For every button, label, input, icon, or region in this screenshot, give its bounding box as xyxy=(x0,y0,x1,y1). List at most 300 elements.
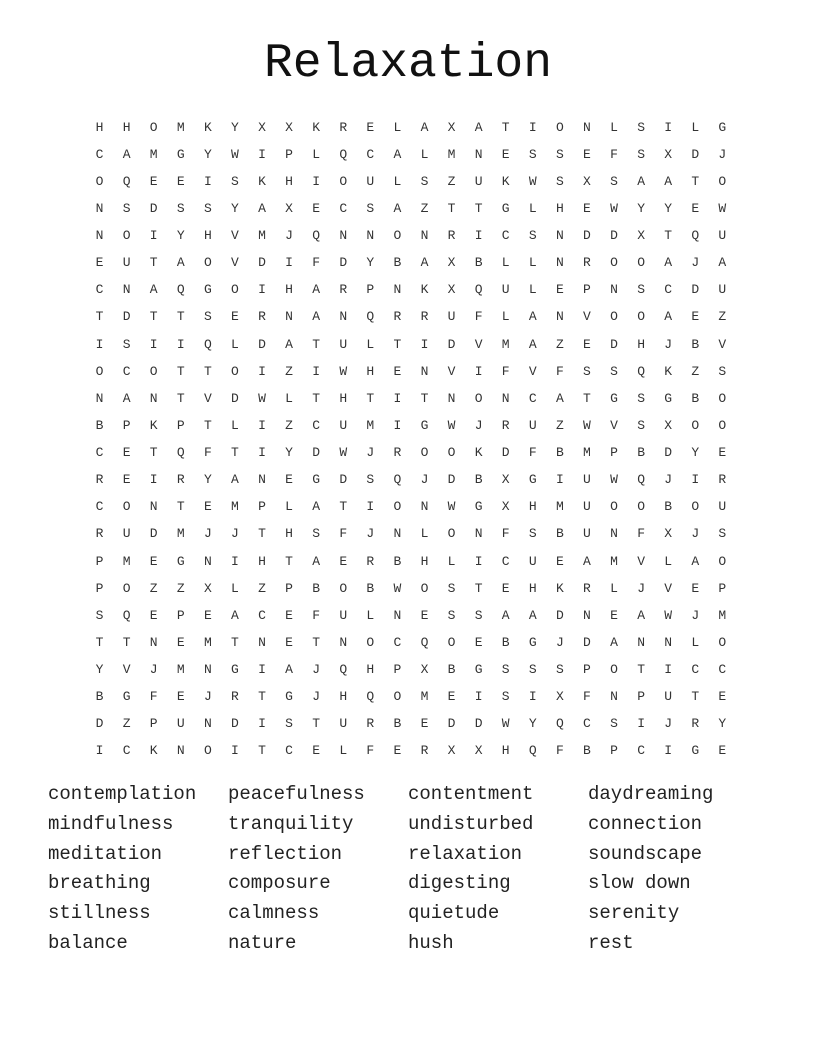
grid-letter: B xyxy=(664,499,673,515)
grid-letter: F xyxy=(501,526,510,542)
grid-letter: I xyxy=(312,363,321,379)
grid-letter: N xyxy=(366,228,375,244)
grid-letter: E xyxy=(420,716,429,732)
grid-letter: A xyxy=(610,634,618,650)
grid-letter: E xyxy=(474,634,483,650)
grid-letter: T xyxy=(176,363,185,379)
grid-letter: V xyxy=(231,228,239,244)
grid-letter: V xyxy=(122,662,131,678)
grid-letter: I xyxy=(420,336,429,352)
grid-letter: J xyxy=(285,228,293,244)
grid-letter: T xyxy=(447,200,456,216)
grid-letter: D xyxy=(231,390,239,406)
grid-letter: D xyxy=(691,282,700,298)
grid-letter: Q xyxy=(366,689,375,705)
grid-letter: D xyxy=(312,445,321,461)
grid-letter: U xyxy=(339,716,348,732)
grid-letter: A xyxy=(664,309,673,325)
grid-letter: F xyxy=(528,445,537,461)
grid-letter: V xyxy=(231,255,239,271)
grid-letter: O xyxy=(122,499,131,515)
grid-letter: N xyxy=(583,119,591,135)
grid-letter: V xyxy=(664,580,673,596)
grid-letter: V xyxy=(447,363,456,379)
grid-letter: E xyxy=(95,255,104,271)
word-list-item: quietude xyxy=(408,902,500,925)
word-list-item: undisturbed xyxy=(408,812,534,835)
grid-letter: I xyxy=(555,472,564,488)
grid-letter: H xyxy=(366,662,375,678)
grid-letter: Q xyxy=(312,228,321,244)
grid-letter: G xyxy=(122,689,131,705)
grid-letter: O xyxy=(420,445,429,461)
word-list xyxy=(48,781,788,960)
grid-row xyxy=(86,412,736,439)
grid-letter: Y xyxy=(718,716,727,732)
grid-letter: U xyxy=(366,173,375,189)
grid-letter: N xyxy=(420,499,429,515)
grid-letter: H xyxy=(285,526,293,542)
grid-letter: L xyxy=(691,634,700,650)
grid-letter: U xyxy=(718,282,727,298)
grid-letter: T xyxy=(258,743,266,759)
grid-letter: S xyxy=(474,607,483,623)
grid-letter: H xyxy=(637,336,645,352)
grid-letter: E xyxy=(122,445,131,461)
grid-letter: C xyxy=(718,662,727,678)
grid-letter: F xyxy=(610,146,618,162)
grid-letter: L xyxy=(231,580,239,596)
grid-letter: Q xyxy=(420,634,429,650)
grid-letter: Z xyxy=(285,417,293,433)
grid-letter: F xyxy=(366,743,375,759)
grid-letter: P xyxy=(149,716,158,732)
grid-letter: C xyxy=(258,607,266,623)
grid-letter: Y xyxy=(691,445,700,461)
grid-letter: C xyxy=(95,146,104,162)
grid-letter: W xyxy=(610,200,618,216)
grid-letter: J xyxy=(555,634,564,650)
grid-letter: T xyxy=(258,689,266,705)
grid-letter: T xyxy=(664,228,673,244)
grid-letter: G xyxy=(176,146,185,162)
grid-letter: Y xyxy=(637,200,645,216)
grid-letter: J xyxy=(231,526,239,542)
grid-letter: G xyxy=(610,390,618,406)
grid-row xyxy=(86,521,736,548)
grid-letter: T xyxy=(231,445,239,461)
word-list-item: mindfulness xyxy=(48,812,174,835)
grid-letter: S xyxy=(122,336,131,352)
grid-letter: I xyxy=(203,173,212,189)
grid-letter: C xyxy=(393,634,402,650)
grid-letter: L xyxy=(366,607,375,623)
grid-letter: T xyxy=(691,173,700,189)
grid-letter: J xyxy=(691,607,700,623)
grid-letter: H xyxy=(285,173,293,189)
grid-letter: B xyxy=(312,580,321,596)
grid-letter: B xyxy=(474,472,483,488)
grid-letter: E xyxy=(691,200,700,216)
grid-letter: B xyxy=(555,526,564,542)
grid-letter: R xyxy=(366,553,375,569)
word-list-item: calmness xyxy=(228,902,320,925)
grid-letter: M xyxy=(203,634,212,650)
word-list-item: rest xyxy=(588,931,634,954)
grid-letter: I xyxy=(95,743,104,759)
grid-letter: E xyxy=(149,553,158,569)
grid-letter: N xyxy=(583,607,591,623)
grid-letter: A xyxy=(176,255,185,271)
grid-letter: A xyxy=(231,607,239,623)
grid-letter: T xyxy=(312,390,321,406)
grid-letter: F xyxy=(312,255,321,271)
grid-letter: I xyxy=(474,228,483,244)
grid-letter: Q xyxy=(555,716,564,732)
grid-letter: Q xyxy=(339,146,348,162)
grid-letter: M xyxy=(718,607,727,623)
grid-letter: S xyxy=(610,716,618,732)
grid-letter: P xyxy=(122,417,131,433)
grid-letter: N xyxy=(555,309,564,325)
grid-letter: P xyxy=(637,689,645,705)
grid-letter: P xyxy=(610,743,618,759)
grid-letter: E xyxy=(176,689,185,705)
grid-letter: R xyxy=(231,689,239,705)
grid-letter: U xyxy=(339,417,348,433)
grid-letter: A xyxy=(583,553,591,569)
grid-letter: L xyxy=(393,119,402,135)
grid-letter: H xyxy=(339,689,348,705)
grid-letter: S xyxy=(285,716,293,732)
grid-letter: N xyxy=(393,282,402,298)
grid-letter: R xyxy=(501,417,510,433)
grid-letter: A xyxy=(312,282,321,298)
grid-letter: U xyxy=(501,282,510,298)
grid-letter: P xyxy=(393,662,402,678)
grid-letter: X xyxy=(447,119,456,135)
grid-letter: E xyxy=(149,173,158,189)
grid-letter: B xyxy=(95,689,104,705)
word-list-item: hush xyxy=(408,931,454,954)
grid-letter: I xyxy=(393,390,402,406)
grid-letter: J xyxy=(691,255,700,271)
grid-letter: X xyxy=(420,662,429,678)
grid-letter: N xyxy=(501,390,510,406)
grid-letter: N xyxy=(339,634,348,650)
grid-letter: T xyxy=(285,553,293,569)
grid-letter: O xyxy=(420,580,429,596)
grid-letter: S xyxy=(231,173,239,189)
grid-letter: L xyxy=(691,119,700,135)
grid-letter: V xyxy=(583,309,591,325)
grid-letter: A xyxy=(122,146,131,162)
grid-letter: I xyxy=(149,472,158,488)
grid-letter: F xyxy=(339,526,348,542)
grid-letter: A xyxy=(312,499,321,515)
grid-letter: S xyxy=(555,173,564,189)
grid-letter: A xyxy=(420,255,429,271)
grid-letter: M xyxy=(366,417,375,433)
grid-letter: H xyxy=(420,553,429,569)
grid-letter: V xyxy=(637,553,645,569)
word-list-item: daydreaming xyxy=(588,783,714,805)
grid-letter: K xyxy=(203,119,212,135)
grid-letter: E xyxy=(691,580,700,596)
grid-letter: Q xyxy=(203,336,212,352)
grid-letter: L xyxy=(610,119,618,135)
grid-letter: Y xyxy=(203,472,212,488)
grid-letter: E xyxy=(501,580,510,596)
word-list-item: meditation xyxy=(48,842,163,865)
grid-letter: C xyxy=(637,743,645,759)
grid-letter: A xyxy=(393,200,402,216)
grid-letter: W xyxy=(583,417,591,433)
grid-letter: N xyxy=(95,390,104,406)
grid-letter: L xyxy=(366,336,375,352)
grid-letter: S xyxy=(637,417,645,433)
grid-letter: R xyxy=(583,580,591,596)
grid-letter: D xyxy=(610,336,618,352)
grid-letter: W xyxy=(339,445,348,461)
grid-letter: M xyxy=(231,499,239,515)
grid-letter: I xyxy=(312,173,321,189)
grid-letter: D xyxy=(231,716,239,732)
grid-letter: J xyxy=(149,662,158,678)
grid-letter: J xyxy=(312,662,321,678)
grid-letter: O xyxy=(447,526,456,542)
grid-letter: X xyxy=(474,743,483,759)
grid-letter: O xyxy=(610,662,618,678)
grid-letter: C xyxy=(528,390,537,406)
grid-letter: S xyxy=(528,526,537,542)
grid-row xyxy=(86,440,736,467)
grid-letter: A xyxy=(555,390,564,406)
word-list-item: contemplation xyxy=(48,783,197,805)
grid-letter: Q xyxy=(122,173,131,189)
grid-letter: E xyxy=(366,119,375,135)
grid-row xyxy=(86,657,736,684)
grid-letter: O xyxy=(149,363,158,379)
grid-letter: L xyxy=(420,146,429,162)
grid-letter: A xyxy=(528,607,537,623)
grid-letter: T xyxy=(203,363,212,379)
grid-letter: L xyxy=(447,553,456,569)
grid-letter: Q xyxy=(176,445,185,461)
grid-letter: S xyxy=(637,146,645,162)
grid-letter: O xyxy=(366,634,375,650)
grid-letter: O xyxy=(122,580,131,596)
grid-letter: I xyxy=(258,146,266,162)
word-list-item: stillness xyxy=(48,902,151,925)
grid-letter: G xyxy=(203,282,212,298)
grid-letter: C xyxy=(583,716,591,732)
grid-letter: A xyxy=(664,173,673,189)
grid-letter: X xyxy=(555,689,564,705)
grid-letter: T xyxy=(393,336,402,352)
grid-letter: A xyxy=(501,607,510,623)
grid-letter: O xyxy=(339,580,348,596)
grid-letter: L xyxy=(285,390,293,406)
grid-letter: T xyxy=(176,390,185,406)
grid-letter: X xyxy=(501,499,510,515)
grid-letter: X xyxy=(285,119,293,135)
grid-letter: N xyxy=(610,282,618,298)
grid-letter: C xyxy=(122,363,131,379)
grid-letter: N xyxy=(555,228,564,244)
word-list-item: soundscape xyxy=(588,842,703,865)
grid-letter: Q xyxy=(528,743,537,759)
grid-row xyxy=(86,575,736,602)
grid-letter: R xyxy=(366,716,375,732)
grid-letter: M xyxy=(258,228,266,244)
grid-row xyxy=(86,304,736,331)
grid-letter: M xyxy=(610,553,618,569)
grid-letter: J xyxy=(366,526,375,542)
grid-letter: N xyxy=(637,634,645,650)
grid-letter: V xyxy=(610,417,618,433)
grid-letter: H xyxy=(366,363,375,379)
grid-letter: O xyxy=(610,255,618,271)
grid-letter: G xyxy=(691,743,700,759)
grid-letter: F xyxy=(637,526,645,542)
grid-letter: N xyxy=(258,634,266,650)
grid-letter: F xyxy=(474,309,483,325)
grid-letter: A xyxy=(285,336,293,352)
grid-letter: Q xyxy=(691,228,700,244)
grid-letter: R xyxy=(176,472,185,488)
word-list-item: tranquility xyxy=(228,812,354,835)
grid-letter: E xyxy=(285,607,293,623)
grid-row xyxy=(86,467,736,494)
grid-letter: E xyxy=(312,200,321,216)
grid-letter: X xyxy=(664,417,673,433)
grid-letter: A xyxy=(691,553,700,569)
grid-letter: T xyxy=(691,689,700,705)
grid-letter: U xyxy=(528,553,537,569)
grid-letter: R xyxy=(420,743,429,759)
grid-letter: A xyxy=(528,336,537,352)
grid-row xyxy=(86,195,736,222)
grid-letter: U xyxy=(718,228,727,244)
grid-letter: T xyxy=(474,200,483,216)
grid-letter: T xyxy=(95,634,104,650)
grid-letter: D xyxy=(339,472,348,488)
grid-letter: A xyxy=(420,119,429,135)
grid-letter: Q xyxy=(474,282,483,298)
grid-letter: Y xyxy=(176,228,185,244)
grid-letter: S xyxy=(176,200,185,216)
grid-letter: I xyxy=(691,472,700,488)
grid-letter: Z xyxy=(447,173,456,189)
grid-letter: Z xyxy=(555,336,564,352)
grid-letter: I xyxy=(258,417,266,433)
grid-letter: E xyxy=(393,363,402,379)
grid-letter: T xyxy=(474,580,483,596)
grid-letter: C xyxy=(501,553,510,569)
grid-letter: D xyxy=(447,336,456,352)
grid-letter: N xyxy=(122,282,131,298)
grid-letter: R xyxy=(258,309,266,325)
grid-letter: E xyxy=(285,634,293,650)
grid-letter: A xyxy=(528,309,537,325)
grid-letter: T xyxy=(122,634,131,650)
grid-letter: S xyxy=(610,363,618,379)
grid-letter: S xyxy=(610,173,618,189)
grid-letter: J xyxy=(637,580,645,596)
grid-letter: X xyxy=(203,580,212,596)
grid-letter: D xyxy=(610,228,618,244)
grid-letter: G xyxy=(231,662,239,678)
grid-row xyxy=(86,738,736,765)
grid-letter: B xyxy=(583,743,591,759)
grid-letter: I xyxy=(149,336,158,352)
grid-letter: N xyxy=(610,689,618,705)
grid-letter: O xyxy=(393,499,402,515)
grid-letter: L xyxy=(528,200,537,216)
grid-letter: Z xyxy=(285,363,293,379)
grid-letter: N xyxy=(203,662,212,678)
grid-letter: I xyxy=(474,363,483,379)
grid-letter: G xyxy=(285,689,293,705)
grid-letter: F xyxy=(583,689,591,705)
grid-letter: T xyxy=(176,499,185,515)
grid-letter: O xyxy=(718,390,727,406)
grid-row xyxy=(86,277,736,304)
grid-letter: K xyxy=(474,445,483,461)
grid-letter: W xyxy=(610,472,618,488)
grid-letter: P xyxy=(176,417,185,433)
grid-letter: O xyxy=(447,634,456,650)
grid-letter: N xyxy=(447,390,456,406)
grid-letter: R xyxy=(393,445,402,461)
word-list-item: nature xyxy=(228,931,297,954)
word-list-item: digesting xyxy=(408,872,511,895)
grid-letter: E xyxy=(203,499,212,515)
grid-letter: S xyxy=(637,390,645,406)
grid-letter: P xyxy=(95,580,104,596)
grid-letter: V xyxy=(474,336,483,352)
grid-row xyxy=(86,141,736,168)
grid-letter: S xyxy=(122,200,131,216)
grid-letter: W xyxy=(393,580,402,596)
grid-letter: Y xyxy=(203,146,212,162)
grid-letter: Y xyxy=(366,255,375,271)
grid-letter: H xyxy=(95,119,104,135)
grid-letter: K xyxy=(555,580,564,596)
grid-row xyxy=(86,223,736,250)
grid-letter: G xyxy=(528,472,537,488)
grid-letter: C xyxy=(312,417,321,433)
grid-letter: U xyxy=(339,607,348,623)
grid-letter: O xyxy=(474,390,483,406)
grid-letter: C xyxy=(95,499,104,515)
grid-letter: U xyxy=(176,716,185,732)
grid-letter: N xyxy=(149,634,158,650)
grid-letter: H xyxy=(122,119,131,135)
grid-letter: X xyxy=(664,146,673,162)
grid-letter: J xyxy=(420,472,429,488)
grid-letter: A xyxy=(664,255,673,271)
grid-letter: I xyxy=(637,716,645,732)
grid-letter: Q xyxy=(366,309,375,325)
grid-letter: N xyxy=(149,390,158,406)
grid-letter: T xyxy=(420,390,429,406)
grid-letter: D xyxy=(583,228,591,244)
grid-letter: T xyxy=(258,526,266,542)
word-list-item: composure xyxy=(228,872,331,895)
page-title: Relaxation xyxy=(263,37,553,91)
